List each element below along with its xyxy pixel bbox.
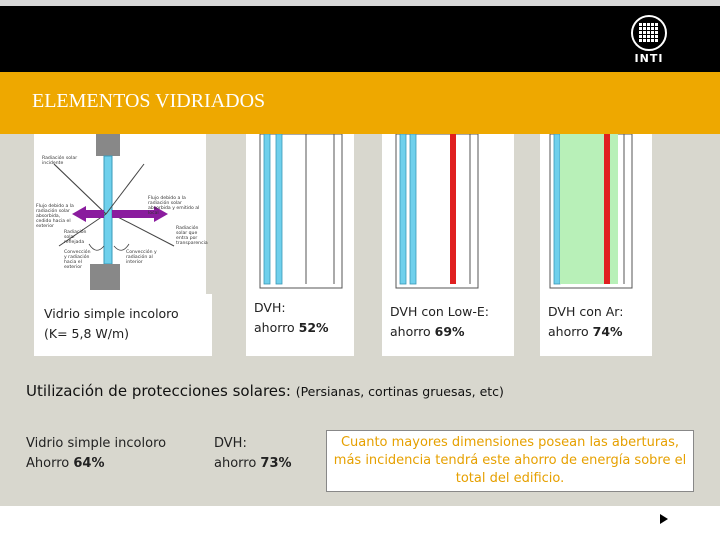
lowe-glass-svg <box>382 134 514 294</box>
protection-subheading: (Persianas, cortinas gruesas, etc) <box>295 384 504 399</box>
panel-1-line1: Vidrio simple incoloro <box>44 306 179 321</box>
panel-dvh-argon <box>540 134 652 356</box>
panel-3-prefix: ahorro <box>390 324 435 339</box>
argon-lowe-coating <box>604 134 610 284</box>
dvh-frame <box>260 134 342 288</box>
argon-pane-1 <box>554 134 560 284</box>
logo-text: INTI <box>634 52 664 65</box>
heat-flux-diagram <box>34 134 206 294</box>
lowe-pane-2 <box>410 134 416 284</box>
label-flux-out: Flujo debido a la radiación solar absorbida, cedido hacia el exterior <box>36 204 74 229</box>
panel-3-text <box>390 302 489 342</box>
glass-pane <box>104 156 112 264</box>
panel-1-text <box>44 304 179 344</box>
transmitted-ray <box>112 214 174 246</box>
note-text: Cuanto mayores dimensiones posean las aberturas, más incidencia tendrá este ahorro de energía sobre el total del edificio. <box>333 435 687 486</box>
inti-logo <box>628 14 670 66</box>
protection-item-2-prefix: ahorro <box>214 456 261 471</box>
panel-3-line2 <box>390 322 489 342</box>
label-flux-in: Flujo debido a la radiación solar absorbida y emitido al local <box>148 196 200 216</box>
panel-dvh <box>246 134 354 356</box>
panel-4-text <box>548 302 623 342</box>
panel-3-line1: DVH con Low-E: <box>390 304 489 319</box>
protection-heading <box>26 382 504 400</box>
panel-4-value: 74% <box>592 324 623 339</box>
label-transmitted: Radiación solar que entra por transparencia <box>176 226 208 246</box>
frame-bottom <box>90 264 120 290</box>
protection-item-2 <box>214 434 292 474</box>
label-conv-in: Convección y radiación al interior <box>126 250 157 265</box>
label-incident: Radiación solar incidente <box>42 156 78 166</box>
panel-1-line2: (K= 5,8 W/m) <box>44 326 129 341</box>
lowe-pane-1 <box>400 134 406 284</box>
panel-dvh-lowe <box>382 134 514 356</box>
panel-2-value: 52% <box>298 320 329 335</box>
protection-item-1-prefix: Ahorro <box>26 456 74 471</box>
dvh-glass-svg <box>246 134 354 294</box>
panel-4-prefix: ahorro <box>548 324 593 339</box>
lowe-coating <box>450 134 456 284</box>
header-top-line <box>0 0 720 6</box>
note-box <box>326 430 694 492</box>
header-bar <box>0 0 720 72</box>
protection-item-2-line2 <box>214 454 292 474</box>
protection-item-1-line1: Vidrio simple incoloro <box>26 436 167 451</box>
panel-2-line2 <box>254 318 329 338</box>
protection-item-1 <box>26 434 166 474</box>
protection-item-1-line2 <box>26 454 166 474</box>
panel-2-prefix: ahorro <box>254 320 299 335</box>
label-reflected: Radiación solar reflejada <box>64 230 87 245</box>
dvh-pane-1 <box>264 134 270 284</box>
absorbed-out-arrow <box>72 206 104 222</box>
protection-item-2-value: 73% <box>260 456 292 471</box>
protection-item-1-value: 64% <box>73 456 105 471</box>
footer-area <box>0 506 720 540</box>
panel-3-value: 69% <box>434 324 465 339</box>
panel-2-line1: DVH: <box>254 300 286 315</box>
protection-item-2-line1: DVH: <box>214 436 247 451</box>
panel-2-text <box>254 298 329 338</box>
panel-single-glass <box>34 294 212 356</box>
lowe-frame <box>396 134 478 288</box>
panel-4-line2 <box>548 322 623 342</box>
argon-glass-svg <box>540 134 652 294</box>
panel-4-line1: DVH con Ar: <box>548 304 624 319</box>
frame-top <box>96 134 120 156</box>
page-title: ELEMENTOS VIDRIADOS <box>32 90 266 112</box>
dvh-pane-2 <box>276 134 282 284</box>
label-conv-out: Convección y radiación hacia el exterior <box>64 250 91 270</box>
next-slide-icon[interactable] <box>660 514 668 524</box>
protection-heading-text: Utilización de protecciones solares: <box>26 382 291 400</box>
logo-grid-icon <box>628 14 670 52</box>
